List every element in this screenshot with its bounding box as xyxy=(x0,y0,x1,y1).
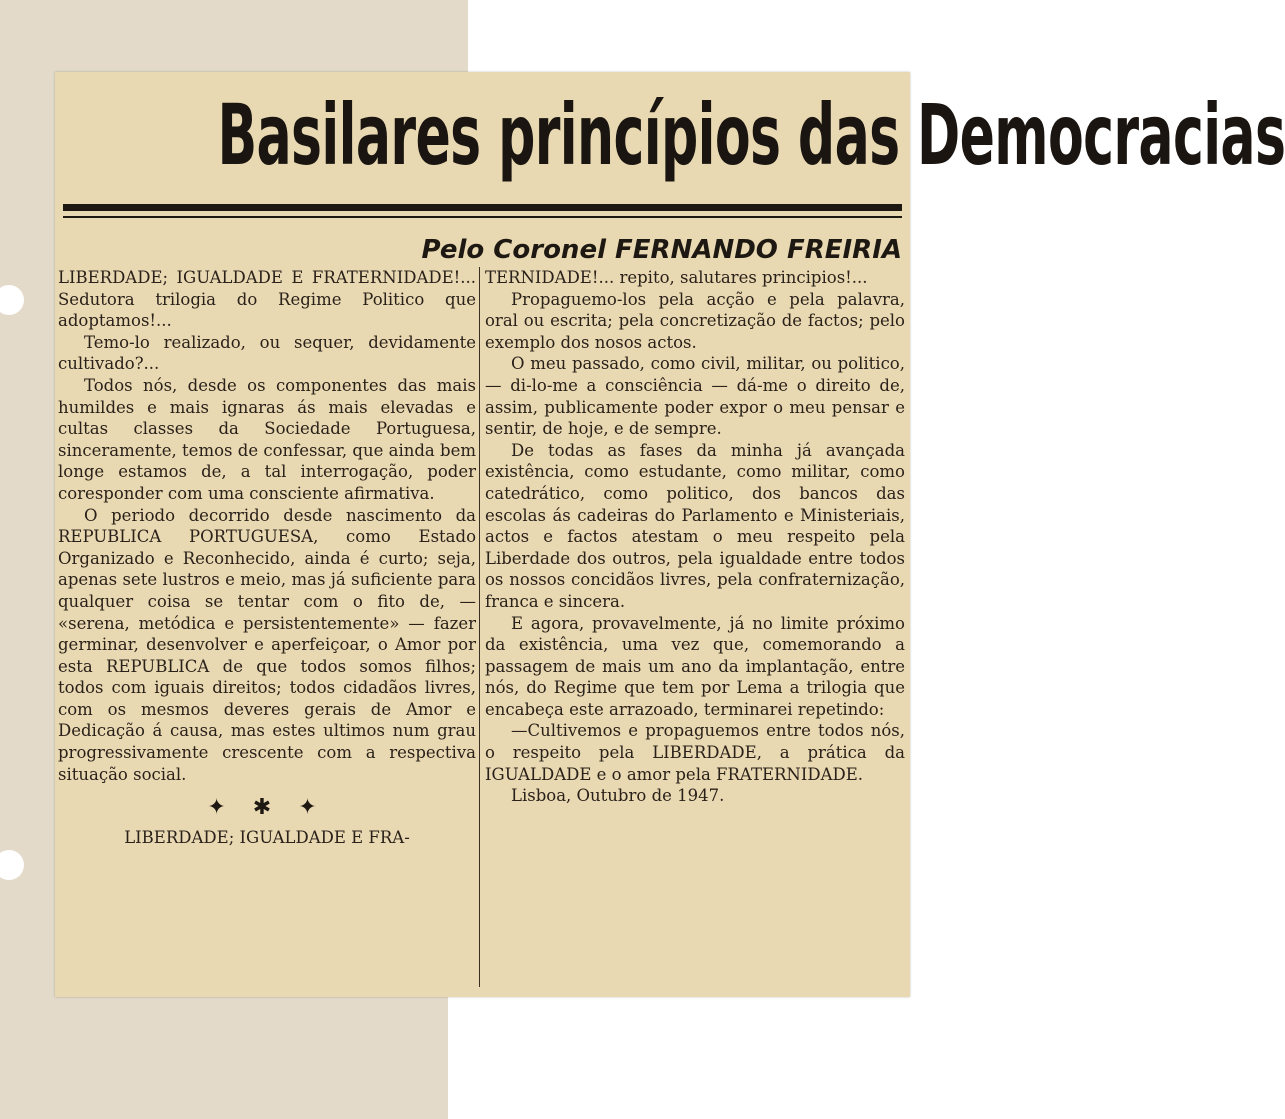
byline: Pelo Coronel FERNANDO FREIRIA xyxy=(421,235,902,265)
paragraph: LIBERDADE; IGUALDADE E FRATERNIDADE!... Sedutora trilogia do Regime Politico que adoptamos!... xyxy=(58,268,476,331)
signoff: Lisboa, Outubro de 1947. xyxy=(511,786,725,806)
paragraph: De todas as fases da minha já avançada existência, como estudante, como militar, como catedrático, como politico, dos bancos das escolas ás cadeiras do Parlamento e Ministeriais, actos e factos atestam o meu respeito pela Liberdade dos outros, pela igualdade entre todos os nossos concidãos livres, pela confraternização, franca e sincera. xyxy=(485,440,905,611)
paragraph: LIBERDADE; IGUALDADE E FRA- xyxy=(124,827,410,847)
article-column-right xyxy=(485,267,905,807)
article-column-left xyxy=(58,267,476,848)
newspaper-clipping xyxy=(55,72,1285,997)
column-divider xyxy=(479,267,480,987)
headline: Basilares princípios das Democracias xyxy=(217,86,1285,184)
headline-rule xyxy=(63,204,902,211)
paragraph: Todos nós, desde os componentes das mais humildes e mais ignaras ás mais elevadas e cultas classes da Sociedade Portuguesa, sinceramente, temos de confessar, que ainda bem longe estamos de, a tal interrogação, poder coresponder com uma consciente afirmativa. xyxy=(58,375,476,503)
headline-rule-thin xyxy=(63,216,902,218)
section-separator: ✦ ✱ ✦ xyxy=(207,795,327,821)
paper-backing-edge xyxy=(448,0,468,72)
paragraph: Propaguemo-los pela acção e pela palavra, oral ou escrita; pela concretização de factos; pelo exemplo dos nosos actos. xyxy=(485,289,905,352)
paragraph: Temo-lo realizado, ou sequer, devidamente cultivado?... xyxy=(58,332,476,374)
paragraph: O periodo decorrido desde nascimento da REPUBLICA PORTUGUESA, como Estado Organizado e Reconhecido, ainda é curto; seja, apenas sete lustros e meio, mas já suficiente para qualquer coisa se tentar com o fito de, — «serena, metódica e persistentemente» — fazer germinar, desenvolver e aperfeiçoar, o Amor por esta REPUBLICA de que todos somos filhos; todos com iguais direitos; todos cidadãos livres, com os mesmos deveres gerais de Amor e Dedicação á causa, mas estes ultimos num grau progressivamente crescente com a respectiva situação social. xyxy=(58,505,476,784)
paragraph: O meu passado, como civil, militar, ou politico, — di-lo-me a consciência — dá-me o direito de, assim, publicamente poder expor o meu pensar e sentir, de hoje, e de sempre. xyxy=(485,354,905,439)
paragraph: TERNIDADE!... repito, salutares principios!... xyxy=(485,268,868,287)
paragraph: —Cultivemos e propaguemos entre todos nós, o respeito pela LIBERDADE, a prática da IGUALDADE e o amor pela FRATERNIDADE. xyxy=(485,721,905,784)
punch-hole xyxy=(0,285,24,315)
paragraph: E agora, provavelmente, já no limite próximo da existência, uma vez que, comemorando a passagem de mais um ano da implantação, entre nós, do Regime que tem por Lema a trilogia que encabeça este arrazoado, terminarei repetindo: xyxy=(485,613,905,719)
punch-hole xyxy=(0,850,24,880)
